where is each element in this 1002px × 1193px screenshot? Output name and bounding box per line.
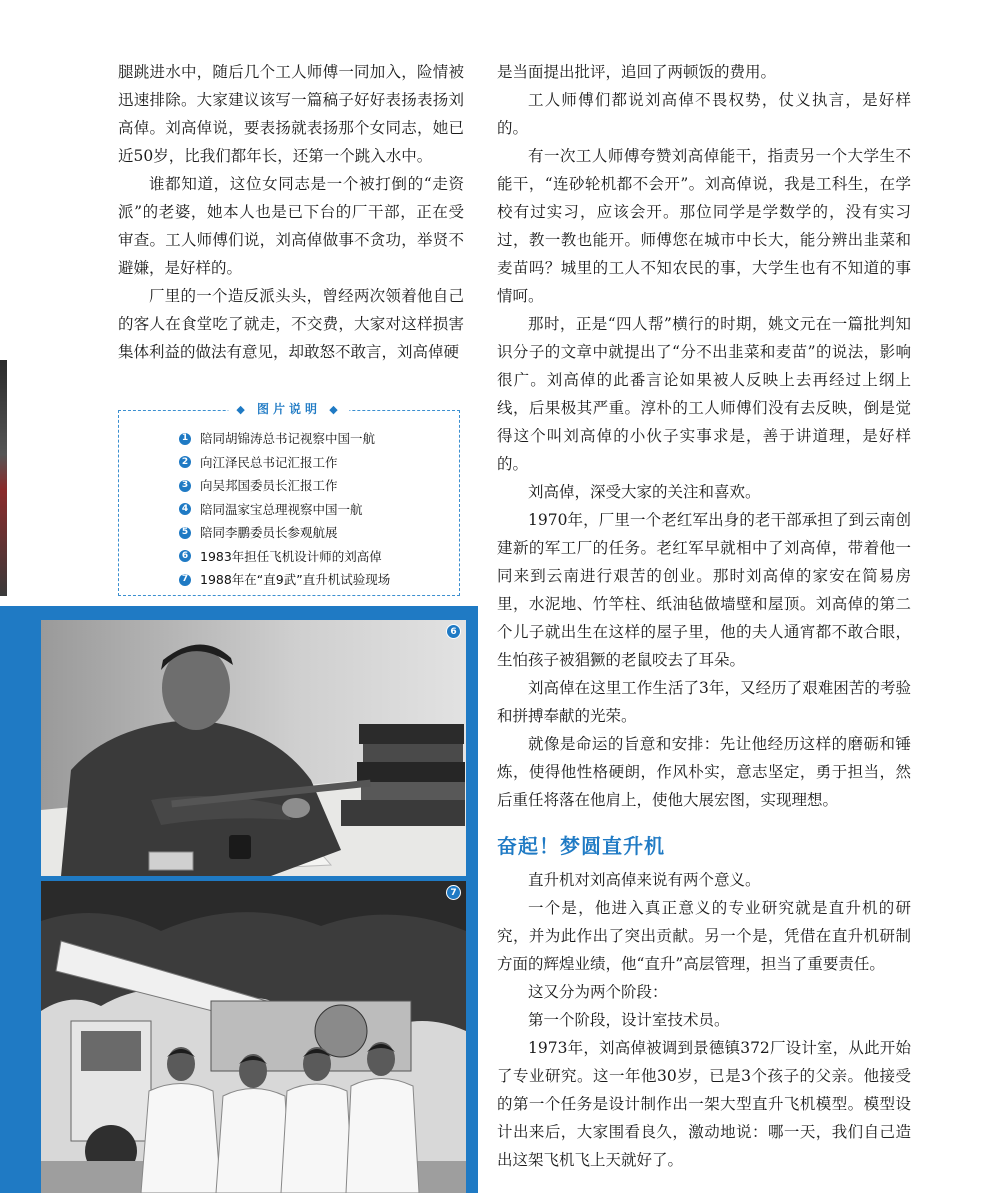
number-badge-icon: 6 xyxy=(179,550,191,562)
photo-number-badge-icon: 7 xyxy=(446,885,461,900)
caption-item-text: 陪同胡锦涛总书记视察中国一航 xyxy=(200,431,376,446)
ornament-left-icon: ◆ xyxy=(236,403,249,416)
caption-box-title xyxy=(228,400,349,417)
right-paragraph-4: 那时，正是“四人帮”横行的时期，姚文元在一篇批判知识分子的文章中就提出了“分不出韭菜和麦苗”的说法，影响很广。刘高倬的此番言论如果被人反映上去再经过上纲上线，后果极其严重。淳朴的工人师傅们没有去反映，倒是觉得这个叫刘高倬的小伙子实事求是，善于讲道理，是好样的。 xyxy=(497,315,911,473)
right-paragraph-11: 这又分为两个阶段： xyxy=(528,983,668,1001)
right-paragraph-1: 是当面提出批评，追回了两顿饭的费用。 xyxy=(497,63,777,81)
right-paragraph-5: 刘高倬，深受大家的关注和喜欢。 xyxy=(528,483,761,501)
number-badge-icon: 1 xyxy=(179,433,191,445)
caption-item xyxy=(179,568,459,592)
left-paragraph-2: 谁都知道，这位女同志是一个被打倒的“走资派”的老婆，她本人也是已下台的厂干部，正在受审查。工人师傅们说，刘高倬做事不贪功，举贤不避嫌，是好样的。 xyxy=(118,175,464,277)
caption-title-text: 图片说明 xyxy=(256,402,322,416)
caption-item xyxy=(179,451,459,475)
number-badge-icon: 7 xyxy=(179,574,191,586)
right-paragraph-10: 一个是，他进入真正意义的专业研究就是直升机的研究，并为此作出了突出贡献。另一个是，凭借在直升机研制方面的辉煌业绩，他“直升”高层管理，担当了重要责任。 xyxy=(497,899,911,973)
helicopter-site-photo-illustration xyxy=(41,881,466,1193)
right-paragraph-7: 刘高倬在这里工作生活了3年，又经历了艰难困苦的考验和拼搏奉献的光荣。 xyxy=(497,679,911,725)
right-paragraph-13: 1973年，刘高倬被调到景德镇372厂设计室，从此开始了专业研究。这一年他30岁，已是3个孩子的父亲。他接受的第一个任务是设计制作出一架大型直升飞机模型。模型设计出来后，大家围看良久，激动地说：哪一天，我们自己造出这架飞机飞上天就好了。 xyxy=(497,1039,911,1169)
caption-item-text: 陪同李鹏委员长参观航展 xyxy=(200,525,338,540)
photo-number-badge-icon: 6 xyxy=(446,624,461,639)
caption-item xyxy=(179,521,459,545)
number-badge-icon: 5 xyxy=(179,527,191,539)
left-paragraph-3: 厂里的一个造反派头头，曾经两次领着他自己的客人在食堂吃了就走，不交费，大家对这样损害集体利益的做法有意见，却敢怒不敢言，刘高倬硬 xyxy=(118,287,464,361)
caption-item-text: 向江泽民总书记汇报工作 xyxy=(200,454,338,470)
right-text-column xyxy=(497,58,911,1174)
number-badge-icon: 4 xyxy=(179,503,191,515)
caption-item xyxy=(179,474,459,498)
number-badge-icon: 2 xyxy=(179,456,191,468)
right-paragraph-6: 1970年，厂里一个老红军出身的老干部承担了到云南创建新的军工厂的任务。老红军早就相中了刘高倬，带着他一同来到云南进行艰苦的创业。那时刘高倬的家安在简易房里，水泥地、竹竿柱、纸油毡做墙壁和屋顶。刘高倬的第二个儿子就出生在这样的屋子里，他的夫人通宵都不敢合眼，生怕孩子被猖獗的老鼠咬去了耳朵。 xyxy=(497,511,911,669)
left-paragraph-1: 腿跳进水中，随后几个工人师傅一同加入，险情被迅速排除。大家建议该写一篇稿子好好表扬表扬刘高倬。刘高倬说，要表扬就表扬那个女同志，她已近50岁，比我们都年长，还第一个跳入水中。 xyxy=(118,63,464,165)
right-paragraph-9: 直升机对刘高倬来说有两个意义。 xyxy=(528,871,761,889)
caption-item xyxy=(179,545,459,569)
right-paragraph-3: 有一次工人师傅夸赞刘高倬能干，指责另一个大学生不能干，“连砂轮机都不会开”。刘高倬说，我是工科生，在学校有过实习，应该会开。那位同学是学数学的，没有实习过，教一教也能开。师傅您在城市中长大，能分辨出韭菜和麦苗吗？城里的工人不知农民的事，大学生也有不知道的事情呵。 xyxy=(497,147,911,305)
caption-item-text: 1983年担任飞机设计师的刘高倬 xyxy=(200,548,382,564)
right-paragraph-2: 工人师傅们都说刘高倬不畏权势，仗义执言，是好样的。 xyxy=(497,91,911,137)
caption-item-text: 向吴邦国委员长汇报工作 xyxy=(200,478,338,493)
ornament-right-icon: ◆ xyxy=(329,403,342,416)
caption-item xyxy=(179,427,459,451)
right-paragraph-12: 第一个阶段，设计室技术员。 xyxy=(528,1011,730,1029)
left-text-column xyxy=(118,58,464,366)
caption-item xyxy=(179,498,459,522)
right-paragraph-8: 就像是命运的旨意和安排：先让他经历这样的磨砺和锤炼，使得他性格硬朗，作风朴实，意志坚定，勇于担当，然后重任将落在他肩上，使他大展宏图，实现理想。 xyxy=(497,735,911,809)
section-heading: 奋起！梦圆直升机 xyxy=(497,834,665,858)
photo-helicopter-test-site xyxy=(41,881,466,1193)
photo-engineer-at-desk xyxy=(41,620,466,876)
left-edge-photo-strip xyxy=(0,360,7,596)
photo-caption-box xyxy=(118,402,460,596)
caption-list xyxy=(119,411,459,592)
engineer-photo-illustration xyxy=(41,620,466,876)
caption-item-text: 1988年在“直9武”直升机试验现场 xyxy=(200,572,391,587)
number-badge-icon: 3 xyxy=(179,480,191,492)
caption-item-text: 陪同温家宝总理视察中国一航 xyxy=(200,501,363,517)
